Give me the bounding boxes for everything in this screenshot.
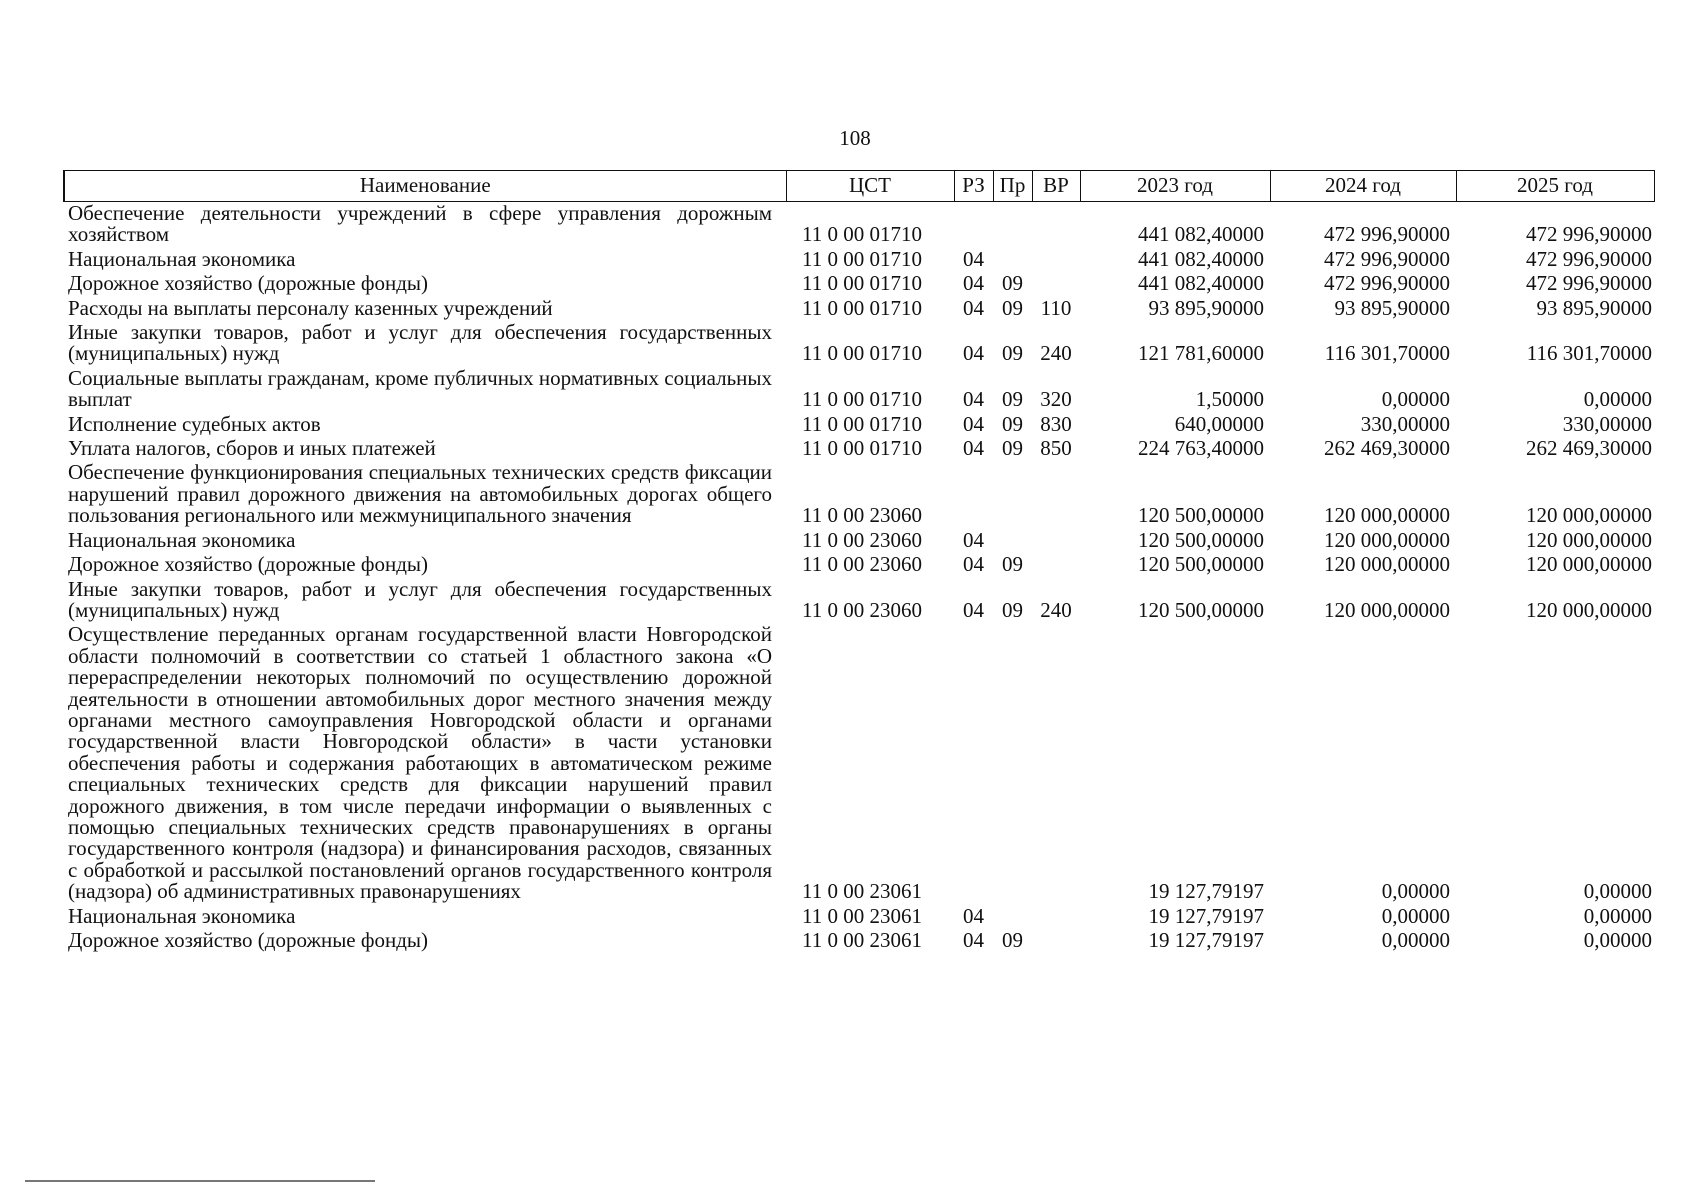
table-row xyxy=(64,929,1654,953)
cell-vr xyxy=(1032,202,1080,248)
cell-y2024: 120 000,00000 xyxy=(1324,503,1450,528)
cell-y2023: 224 763,40000 xyxy=(1138,436,1264,461)
cell-y2024: 472 996,90000 xyxy=(1324,246,1450,271)
cell-name xyxy=(64,905,786,929)
row-name-text: Дорожное хозяйство (дорожные фонды) xyxy=(68,552,429,577)
cell-vr xyxy=(1032,623,1080,904)
table-row xyxy=(64,202,1654,248)
table-row xyxy=(64,461,1654,528)
cell-name xyxy=(64,929,786,953)
cell-y2023: 93 895,90000 xyxy=(1148,295,1264,320)
cell-cst: 11 0 00 01710 xyxy=(802,436,922,461)
cell-name xyxy=(64,272,786,296)
cell-y2023: 121 781,60000 xyxy=(1138,341,1264,366)
row-name-text: Национальная экономика xyxy=(68,527,296,552)
cell-pr xyxy=(993,202,1032,248)
cell-y2024: 116 301,70000 xyxy=(1324,341,1450,366)
cell-pr xyxy=(993,529,1032,553)
cell-name xyxy=(64,578,786,624)
cell-rz: 04 xyxy=(963,903,984,928)
table-row xyxy=(64,553,1654,577)
cell-y2023: 640,00000 xyxy=(1174,411,1264,436)
row-name-text: Осуществление переданных органам государственной власти Новгородской области полномочий в соответствии со статьей 1 областного закона «О перераспределении некоторых полномочий по осуществлению дорожной деятельности в отношении автомобильных дорог местного значения между органами местного самоуправления Новгородской области и органами государственной власти Новгородской области» в части установки обеспечения работы и содержания работающих в автоматическом режиме специальных технических средств для фиксации нарушений правил дорожного движения, в том числе передачи информации о выявленных с помощью специальных технических средств правонарушениях в органы государственного контроля (надзора) и финансирования расходов, связанных с обработкой и рассылкой постановлений органов государственного контроля (надзора) об административных правонарушениях xyxy=(68,622,772,904)
cell-pr: 09 xyxy=(1002,295,1023,320)
header-2025: 2025 год xyxy=(1456,171,1654,202)
table-row xyxy=(64,623,1654,904)
cell-vr: 320 xyxy=(1040,387,1072,412)
cell-pr xyxy=(993,461,1032,528)
row-name-text: Социальные выплаты гражданам, кроме публичных нормативных социальных выплат xyxy=(68,365,772,412)
cell-rz: 04 xyxy=(963,295,984,320)
cell-vr xyxy=(1032,272,1080,296)
cell-y2023: 19 127,79197 xyxy=(1148,879,1264,904)
cell-y2025: 330,00000 xyxy=(1562,411,1652,436)
cell-y2025: 0,00000 xyxy=(1583,903,1652,928)
cell-vr: 830 xyxy=(1040,411,1072,436)
row-name-text: Иные закупки товаров, работ и услуг для обеспечения государственных (муниципальных) нужд xyxy=(68,576,772,622)
cell-rz xyxy=(954,461,993,528)
table-row xyxy=(64,437,1654,461)
cell-rz: 04 xyxy=(963,271,984,296)
table-row xyxy=(64,248,1654,272)
cell-y2025: 120 000,00000 xyxy=(1526,527,1652,552)
cell-y2023: 120 500,00000 xyxy=(1138,503,1264,528)
cell-rz xyxy=(954,623,993,904)
cell-y2025: 0,00000 xyxy=(1583,879,1652,904)
header-2023: 2023 год xyxy=(1080,171,1270,202)
cell-y2025: 472 996,90000 xyxy=(1526,271,1652,296)
cell-y2023: 441 082,40000 xyxy=(1138,246,1264,271)
header-vr: ВР xyxy=(1032,171,1080,202)
budget-table xyxy=(63,170,1655,953)
cell-vr: 850 xyxy=(1040,436,1072,461)
cell-y2023: 1,50000 xyxy=(1195,387,1264,412)
cell-vr xyxy=(1032,248,1080,272)
cell-y2025: 120 000,00000 xyxy=(1526,503,1652,528)
cell-y2024: 120 000,00000 xyxy=(1324,552,1450,577)
cell-pr: 09 xyxy=(1002,436,1023,461)
header-pr: Пр xyxy=(993,171,1032,202)
cell-y2025: 472 996,90000 xyxy=(1526,246,1652,271)
cell-name xyxy=(64,297,786,321)
cell-y2023: 19 127,79197 xyxy=(1148,903,1264,928)
cell-y2024: 262 469,30000 xyxy=(1324,436,1450,461)
cell-name xyxy=(64,461,786,528)
row-name-text: Исполнение судебных актов xyxy=(68,411,321,436)
cell-name xyxy=(64,623,786,904)
cell-rz: 04 xyxy=(963,436,984,461)
cell-rz: 04 xyxy=(963,552,984,577)
cell-cst: 11 0 00 01710 xyxy=(802,271,922,296)
footer-rule xyxy=(25,1180,375,1182)
cell-y2023: 19 127,79197 xyxy=(1148,928,1264,952)
cell-y2025: 93 895,90000 xyxy=(1536,295,1652,320)
cell-name xyxy=(64,529,786,553)
cell-y2023: 441 082,40000 xyxy=(1138,222,1264,247)
row-name-text: Национальная экономика xyxy=(68,903,296,928)
cell-pr: 09 xyxy=(1002,271,1023,296)
cell-name xyxy=(64,202,786,248)
cell-rz xyxy=(954,202,993,248)
cell-y2023: 120 500,00000 xyxy=(1138,527,1264,552)
cell-cst: 11 0 00 23060 xyxy=(802,597,922,622)
cell-cst: 11 0 00 01710 xyxy=(802,222,922,247)
cell-y2023: 441 082,40000 xyxy=(1138,271,1264,296)
cell-y2024: 330,00000 xyxy=(1360,411,1450,436)
cell-rz: 04 xyxy=(963,928,984,952)
cell-y2024: 0,00000 xyxy=(1381,879,1450,904)
cell-name xyxy=(64,413,786,437)
header-name: Наименование xyxy=(64,171,786,202)
cell-pr: 09 xyxy=(1002,411,1023,436)
cell-cst: 11 0 00 01710 xyxy=(802,341,922,366)
cell-y2024: 93 895,90000 xyxy=(1334,295,1450,320)
cell-vr xyxy=(1032,929,1080,953)
cell-y2024: 472 996,90000 xyxy=(1324,271,1450,296)
cell-rz: 04 xyxy=(963,341,984,366)
table-row xyxy=(64,905,1654,929)
cell-pr: 09 xyxy=(1002,552,1023,577)
row-name-text: Обеспечение деятельности учреждений в сфере управления дорожным хозяйством xyxy=(68,201,772,247)
cell-pr: 09 xyxy=(1002,928,1023,952)
cell-y2024: 120 000,00000 xyxy=(1324,527,1450,552)
cell-pr xyxy=(993,905,1032,929)
cell-name xyxy=(64,367,786,413)
row-name-text: Расходы на выплаты персоналу казенных учреждений xyxy=(68,295,553,320)
cell-cst: 11 0 00 23061 xyxy=(802,879,922,904)
cell-y2025: 120 000,00000 xyxy=(1526,597,1652,622)
cell-y2025: 0,00000 xyxy=(1583,387,1652,412)
row-name-text: Уплата налогов, сборов и иных платежей xyxy=(68,436,436,461)
cell-cst: 11 0 00 23060 xyxy=(802,527,922,552)
cell-name xyxy=(64,553,786,577)
table-body xyxy=(64,202,1654,954)
cell-vr: 110 xyxy=(1040,295,1072,320)
cell-cst: 11 0 00 23060 xyxy=(802,503,922,528)
cell-cst: 11 0 00 23060 xyxy=(802,552,922,577)
cell-cst: 11 0 00 23061 xyxy=(802,928,922,952)
cell-vr: 240 xyxy=(1040,597,1072,622)
header-2024: 2024 год xyxy=(1270,171,1456,202)
cell-y2024: 472 996,90000 xyxy=(1324,222,1450,247)
cell-vr xyxy=(1032,461,1080,528)
cell-vr xyxy=(1032,529,1080,553)
table-row xyxy=(64,321,1654,367)
cell-vr xyxy=(1032,905,1080,929)
cell-cst: 11 0 00 01710 xyxy=(802,295,922,320)
row-name-text: Национальная экономика xyxy=(68,246,296,271)
table-row xyxy=(64,413,1654,437)
cell-rz: 04 xyxy=(963,387,984,412)
cell-rz: 04 xyxy=(963,597,984,622)
cell-y2025: 0,00000 xyxy=(1583,928,1652,952)
cell-pr xyxy=(993,623,1032,904)
cell-y2025: 472 996,90000 xyxy=(1526,222,1652,247)
header-rz: РЗ xyxy=(954,171,993,202)
table-row xyxy=(64,297,1654,321)
cell-pr: 09 xyxy=(1002,387,1023,412)
cell-y2023: 120 500,00000 xyxy=(1138,552,1264,577)
table-header xyxy=(64,171,1654,202)
cell-y2023: 120 500,00000 xyxy=(1138,597,1264,622)
row-name-text: Дорожное хозяйство (дорожные фонды) xyxy=(68,928,429,952)
cell-vr: 240 xyxy=(1040,341,1072,366)
table-row xyxy=(64,578,1654,624)
cell-name xyxy=(64,248,786,272)
row-name-text: Дорожное хозяйство (дорожные фонды) xyxy=(68,271,429,296)
cell-y2025: 262 469,30000 xyxy=(1526,436,1652,461)
table-row xyxy=(64,367,1654,413)
cell-name xyxy=(64,437,786,461)
cell-rz: 04 xyxy=(963,411,984,436)
header-cst: ЦСТ xyxy=(786,171,954,202)
cell-y2024: 0,00000 xyxy=(1381,387,1450,412)
page-number: 108 xyxy=(839,126,871,150)
cell-cst: 11 0 00 01710 xyxy=(802,387,922,412)
cell-cst: 11 0 00 23061 xyxy=(802,903,922,928)
cell-name xyxy=(64,321,786,367)
cell-vr xyxy=(1032,553,1080,577)
cell-rz: 04 xyxy=(963,527,984,552)
cell-rz: 04 xyxy=(963,246,984,271)
cell-y2024: 120 000,00000 xyxy=(1324,597,1450,622)
cell-y2024: 0,00000 xyxy=(1381,928,1450,952)
cell-cst: 11 0 00 01710 xyxy=(802,411,922,436)
cell-cst: 11 0 00 01710 xyxy=(802,246,922,271)
row-name-text: Иные закупки товаров, работ и услуг для обеспечения государственных (муниципальных) нужд xyxy=(68,320,772,366)
table-row xyxy=(64,272,1654,296)
cell-pr: 09 xyxy=(1002,597,1023,622)
cell-y2025: 120 000,00000 xyxy=(1526,552,1652,577)
table-row xyxy=(64,529,1654,553)
row-name-text: Обеспечение функционирования специальных технических средств фиксации нарушений правил дорожного движения на автомобильных дорогах общего пользования регионального или межмуниципального значения xyxy=(68,460,772,528)
cell-pr: 09 xyxy=(1002,341,1023,366)
cell-y2025: 116 301,70000 xyxy=(1526,341,1652,366)
cell-y2024: 0,00000 xyxy=(1381,903,1450,928)
cell-pr xyxy=(993,248,1032,272)
